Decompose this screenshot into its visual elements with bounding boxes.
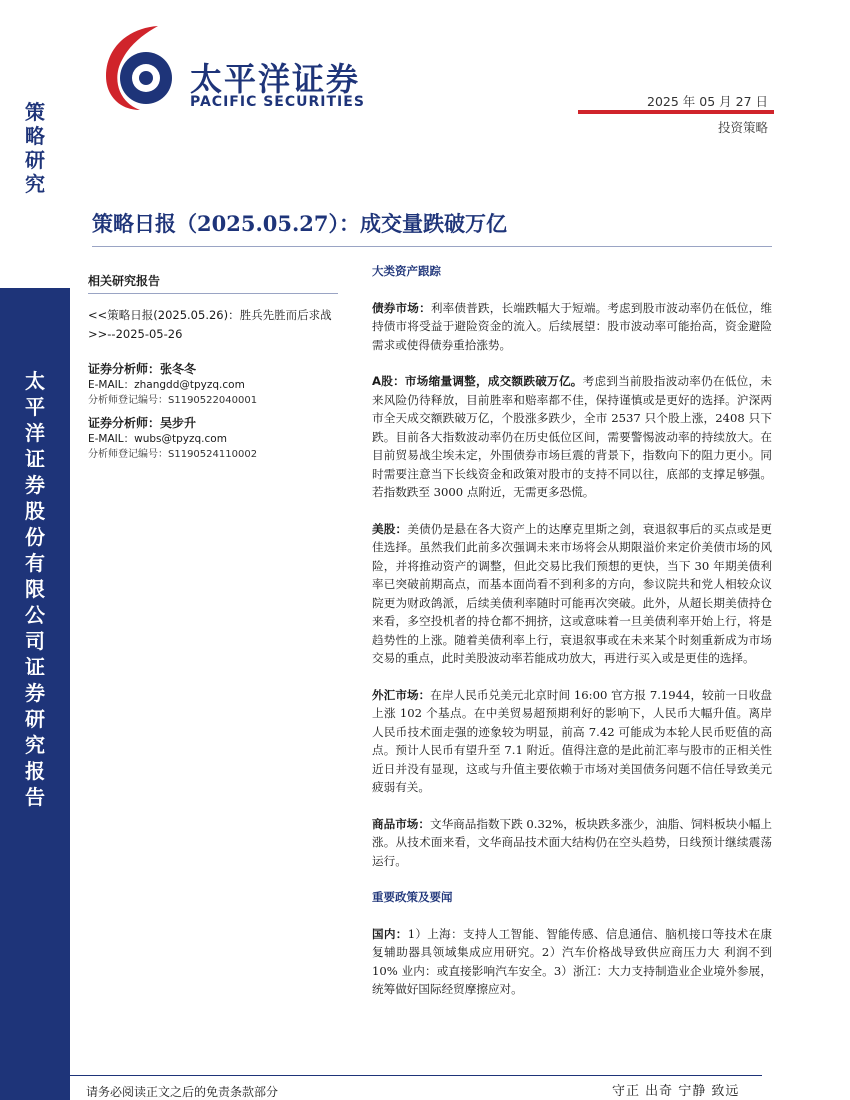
paragraph-bond-text: 利率债普跌，长端跌幅大于短端。考虑到股市波动率仍在低位，维持债市将受益于避险资金的流入。后续展望：股市波动率可能抬高，资金避险需求或使得债券重拾涨势。 <box>372 300 772 352</box>
paragraph-ashare-text: 考虑到当前股指波动率仍在低位，未来风险仍待释放，目前胜率和赔率都不佳，保持谨慎或是更好的选择。沪深两市全天成交额跌破万亿，个股涨多跌少，全市 2537 只个股上涨，2408 只下跌。目前各大指数波动率仍在历史低位区间，需要警惕波动率的持续放大。在目前贸易战尘埃未定，外围债券市场巨震的背景下，指数向下的阻力更小。同时需要注意当下长线资金和政策对股市的支持不同以往，底部的支撑足够强。若指数跌至 3000 点附近，无需更多恐慌。 <box>372 374 772 499</box>
section-heading-assets: 大类资产跟踪 <box>372 264 441 278</box>
analyst-1-registration: 分析师登记编号：S1190522040001 <box>88 395 258 406</box>
pacific-securities-logo-icon <box>100 22 186 114</box>
related-report-link[interactable]: <<策略日报(2025.05.26)：胜兵先胜而后求战>>--2025-05-26 <box>88 308 332 341</box>
brand-name-en: PACIFIC SECURITIES <box>190 94 365 110</box>
related-reports-heading: 相关研究报告 <box>88 274 161 288</box>
sidebar-company-char: 告 <box>25 785 45 809</box>
paragraph-fx-lead: 外汇市场： <box>372 687 431 702</box>
sidebar-company-char: 券 <box>25 681 45 705</box>
paragraph-ashare <box>372 372 772 502</box>
analyst-2-registration: 分析师登记编号：S1190524110002 <box>88 449 258 460</box>
sidebar-company-char: 司 <box>25 629 45 653</box>
sidebar-company-char: 究 <box>25 733 45 757</box>
paragraph-bond-lead: 债券市场： <box>372 300 431 315</box>
sidebar-company-label <box>0 368 70 810</box>
report-title: 策略日报（2025.05.27）：成交量跌破万亿 <box>92 211 508 236</box>
sidebar-company-char: 有 <box>25 551 45 575</box>
left-column <box>88 272 338 466</box>
paragraph-commodity-lead: 商品市场： <box>372 816 430 831</box>
footer-disclaimer: 请务必阅读正文之后的免责条款部分 <box>86 1085 279 1099</box>
paragraph-domestic <box>372 925 772 999</box>
sidebar-category-char: 究 <box>25 172 45 196</box>
analyst-1-name: 证券分析师：张冬冬 <box>88 362 197 376</box>
paragraph-us-stocks-text: 美债仍是悬在各大资产上的达摩克里斯之剑，衰退叙事后的买点或是更佳选择。虽然我们此前多次强调未来市场将会从期限溢价来定价美债市场的风险，并将推动资产的调整，但此交易比我们预想的更快，当下 30 年期美债利率已突破前期高点，而基本面尚看不到利多的方向，参议院共和党人相较众议院更为财政鸽派，后续美债利率随时可能再次突破。此外，从超长期美债持仓来看，多空投机者的持仓都不拥挤，这或意味着一旦美债利率开始上行，将是趋势性的上涨。随着美债利率上行，衰退叙事或在未来某个时刻重新成为市场交易的重点，此时美股波动率若能成功放大，再进行买入或是更佳的选择。 <box>372 521 772 665</box>
sidebar-company-char: 洋 <box>25 421 45 445</box>
analyst-1-email[interactable]: E-MAIL：zhangdd@tpyzq.com <box>88 379 245 391</box>
paragraph-us-stocks <box>372 520 772 668</box>
sidebar-company-char: 报 <box>25 759 45 783</box>
main-column <box>372 262 772 1017</box>
footer-divider <box>70 1075 762 1076</box>
paragraph-domestic-lead: 国内： <box>372 926 408 941</box>
paragraph-domestic-text: 1）上海：支持人工智能、智能传感、信息通信、脑机接口等技术在康复辅助器具领域集成应用研究。2）汽车价格战导致供应商压力大 利润不到 10% 业内：或直接影响汽车安全。3）浙江：大力支持制造业企业境外参展，统筹做好国际经贸摩擦应对。 <box>372 926 772 996</box>
sidebar-company-char: 研 <box>25 707 45 731</box>
sidebar-company-char: 平 <box>25 395 45 419</box>
paragraph-fx <box>372 686 772 797</box>
paragraph-fx-text: 在岸人民币兑美元北京时间 16:00 官方报 7.1944，较前一日收盘上涨 102 个基点。在中美贸易超预期利好的影响下，人民币大幅升值。离岸人民币技术面走强的迹象较为明显，前高 7.42 可能成为本轮人民币贬值的高点。预计人民币有望升至 7.1 附近。值得注意的是此前汇率与股市的正相关性近日并没有显现，这或与升值主要依赖于市场对美国债务问题不信任导致美元疲弱有关。 <box>372 687 772 794</box>
sidebar-company-char: 太 <box>25 369 45 393</box>
sidebar-company-char: 证 <box>25 447 45 471</box>
sidebar-category-label <box>0 100 70 196</box>
report-type: 投资策略 <box>717 120 768 135</box>
brand-name-cn: 太平洋证券 <box>190 60 361 98</box>
paragraph-bond <box>372 299 772 355</box>
paragraph-ashare-lead: A股：市场缩量调整，成交额跌破万亿。 <box>372 374 583 388</box>
sidebar-category-char: 研 <box>25 148 45 172</box>
title-divider <box>92 246 772 247</box>
sidebar-company-char: 证 <box>25 655 45 679</box>
paragraph-us-stocks-lead: 美股： <box>372 521 408 536</box>
analyst-2-email[interactable]: E-MAIL：wubs@tpyzq.com <box>88 433 227 445</box>
sidebar-company-char: 公 <box>25 603 45 627</box>
footer-motto: 守正 出奇 宁静 致远 <box>612 1084 740 1099</box>
sidebar-company-char: 份 <box>25 525 45 549</box>
paragraph-commodity <box>372 815 772 871</box>
analyst-2-name: 证券分析师：吴步升 <box>88 416 197 430</box>
date-accent-bar <box>578 110 774 114</box>
sidebar-company-char: 限 <box>25 577 45 601</box>
sidebar-category-char: 策 <box>25 100 45 124</box>
paragraph-commodity-text: 文华商品指数下跌 0.32%，板块跌多涨少，油脂、饲料板块小幅上涨。从技术面来看，文华商品技术面大结构仍在空头趋势，日线预计继续震荡运行。 <box>372 816 772 868</box>
related-reports-divider <box>88 293 338 294</box>
report-date: 2025 年 05 月 27 日 <box>647 94 768 109</box>
sidebar-company-char: 股 <box>25 499 45 523</box>
section-heading-policy: 重要政策及要闻 <box>372 890 453 904</box>
sidebar-company-char: 券 <box>25 473 45 497</box>
sidebar-category-char: 略 <box>25 124 45 148</box>
